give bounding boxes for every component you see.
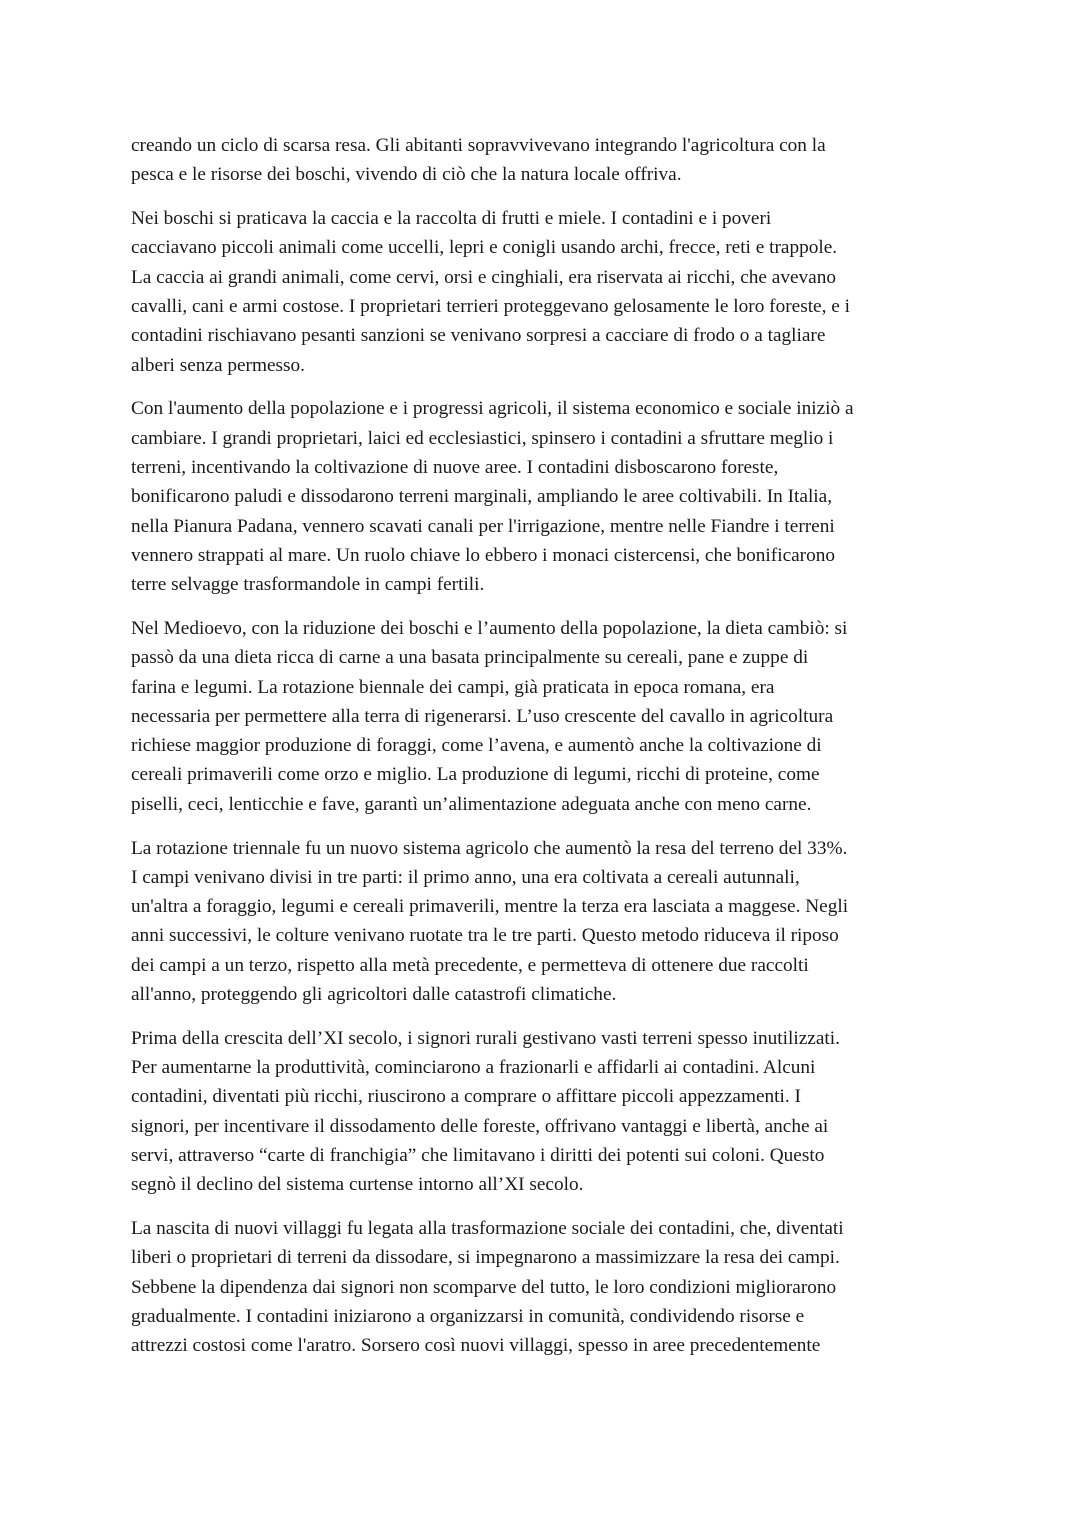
document-page [131,131,961,1375]
text-line: cacciavano piccoli animali come uccelli, lepri e conigli usando archi, frecce, reti e trappole. [131,237,838,259]
text-line: I campi venivano divisi in tre parti: il primo anno, una era coltivata a cereali autunnali, [131,866,800,888]
text-line: Con l'aumento della popolazione e i progressi agricoli, il sistema economico e sociale iniziò a [131,398,854,420]
text-line: Nel Medioevo, con la riduzione dei boschi e l’aumento della popolazione, la dieta cambiò: si [131,617,848,639]
paragraph [131,1024,961,1200]
paragraph [131,131,961,190]
text-line: nella Pianura Padana, vennero scavati canali per l'irrigazione, mentre nelle Fiandre i terreni [131,515,835,537]
text-line: servi, attraverso “carte di franchigia” che limitavano i diritti dei potenti sui coloni. Questo [131,1145,825,1166]
text-line: attrezzi costosi come l'aratro. Sorsero così nuovi villaggi, spesso in aree precedentemente [131,1335,821,1357]
text-line: contadini, diventati più ricchi, riuscirono a comprare o affittare piccoli appezzamenti. I [131,1086,801,1108]
text-line: un'altra a foraggio, legumi e cereali primaverili, mentre la terza era lasciata a maggese. Negli [131,896,849,918]
text-line: cereali primaverili come orzo e miglio. La produzione di legumi, ricchi di proteine, come [131,764,820,786]
paragraph [131,204,961,380]
text-line: all'anno, proteggendo gli agricoltori dalle catastrofi climatiche. [131,984,617,1006]
text-line: pesca e le risorse dei boschi, vivendo di ciò che la natura locale offriva. [131,164,682,186]
text-line: La caccia ai grandi animali, come cervi, orsi e cinghiali, era riservata ai ricchi, che avevano [131,266,837,288]
paragraph [131,614,961,819]
text-line: vennero strappati al mare. Un ruolo chiave lo ebbero i monaci cistercensi, che bonificarono [131,544,836,566]
text-line: contadini rischiavano pesanti sanzioni se venivano sorpresi a cacciare di frodo o a tagliare [131,325,826,347]
text-line: Nei boschi si praticava la caccia e la raccolta di frutti e miele. I contadini e i poveri [131,208,772,230]
text-line: cavalli, cani e armi costose. I proprietari terrieri proteggevano gelosamente le loro foreste, e i [131,295,850,317]
text-line: alberi senza permesso. [131,354,305,376]
text-line: terre selvagge trasformandole in campi fertili. [131,574,485,596]
text-line: La nascita di nuovi villaggi fu legata alla trasformazione sociale dei contadini, che, diventati [131,1218,844,1240]
paragraph [131,394,961,599]
text-line: necessaria per permettere alla terra di rigenerarsi. L’uso crescente del cavallo in agricoltura [131,705,834,727]
paragraph [131,1214,961,1360]
text-line: signori, per incentivare il dissodamento delle foreste, offrivano vantaggi e libertà, anche ai [131,1115,829,1137]
text-line: gradualmente. I contadini iniziarono a organizzarsi in comunità, condividendo risorse e [131,1305,805,1327]
text-line: terreni, incentivando la coltivazione di nuove aree. I contadini disboscarono foreste, [131,456,779,478]
text-line: dei campi a un terzo, rispetto alla metà precedente, e permetteva di ottenere due raccolti [131,954,809,976]
text-line: Sebbene la dipendenza dai signori non scomparve del tutto, le loro condizioni migliorarono [131,1276,837,1298]
text-line: richiese maggior produzione di foraggi, come l’avena, e aumentò anche la coltivazione di [131,735,822,757]
text-line: passò da una dieta ricca di carne a una basata principalmente su cereali, pane e zuppe di [131,647,809,669]
text-line: Per aumentarne la produttività, cominciarono a frazionarli e affidarli ai contadini. Alcuni [131,1057,816,1079]
text-line: cambiare. I grandi proprietari, laici ed ecclesiastici, spinsero i contadini a sfruttare meglio i [131,427,834,449]
text-line: farina e legumi. La rotazione biennale dei campi, già praticata in epoca romana, era [131,676,775,698]
text-line: anni successivi, le colture venivano ruotate tra le tre parti. Questo metodo riduceva il riposo [131,925,839,947]
text-line: piselli, ceci, lenticchie e fave, garantì un’alimentazione adeguata anche con meno carne. [131,793,812,815]
paragraph [131,834,961,1010]
text-line: Prima della crescita dell’XI secolo, i signori rurali gestivano vasti terreni spesso inutilizzati. [131,1027,840,1049]
text-line: bonificarono paludi e dissodarono terreni marginali, ampliando le aree coltivabili. In Italia, [131,486,833,508]
text-line: La rotazione triennale fu un nuovo sistema agricolo che aumentò la resa del terreno del 33%. [131,837,848,859]
text-line: creando un ciclo di scarsa resa. Gli abitanti sopravvivevano integrando l'agricoltura con la [131,135,826,156]
text-line: liberi o proprietari di terreni da dissodare, si impegnarono a massimizzare la resa dei campi. [131,1247,840,1269]
text-line: segnò il declino del sistema curtense intorno all’XI secolo. [131,1174,584,1196]
